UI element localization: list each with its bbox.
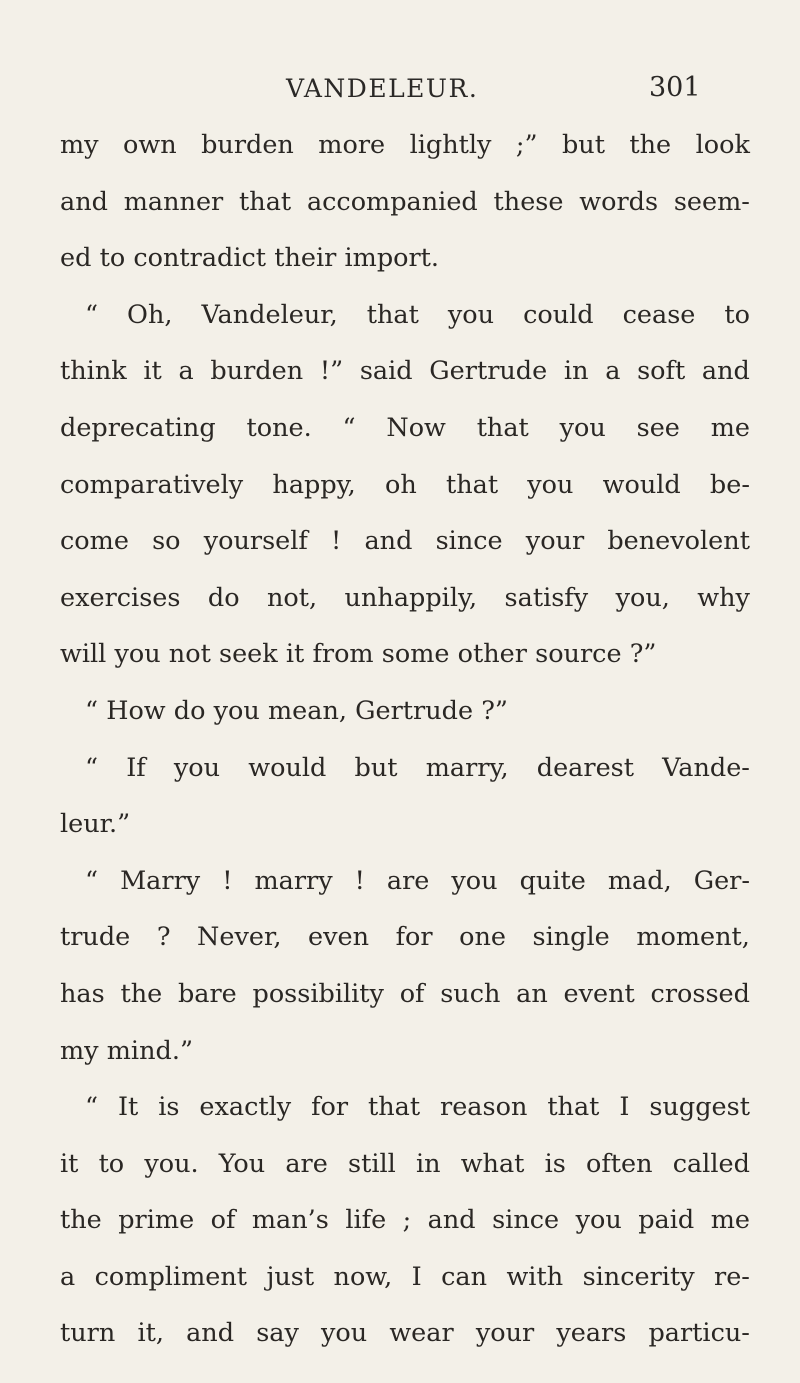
word: man’s bbox=[251, 1205, 329, 1236]
word: suggest bbox=[649, 1092, 750, 1123]
word: “ bbox=[85, 299, 99, 330]
text-line bbox=[60, 174, 750, 231]
text-line bbox=[60, 909, 750, 966]
word: to bbox=[724, 299, 750, 330]
word: re- bbox=[714, 1261, 750, 1292]
word: could bbox=[523, 299, 594, 330]
word: has bbox=[60, 978, 105, 1009]
text-line bbox=[60, 740, 750, 797]
text-line bbox=[60, 1079, 750, 1136]
word: particu- bbox=[648, 1318, 750, 1349]
word: can bbox=[441, 1261, 488, 1292]
word: trude bbox=[60, 922, 131, 953]
word: and bbox=[364, 526, 413, 557]
word: years bbox=[556, 1318, 627, 1349]
word: moment, bbox=[636, 922, 750, 953]
word: but bbox=[561, 130, 605, 160]
word: and bbox=[186, 1318, 235, 1349]
text-line bbox=[60, 117, 750, 174]
word: crossed bbox=[650, 978, 750, 1009]
word: one bbox=[459, 922, 506, 953]
word: ed bbox=[60, 243, 92, 274]
text-line bbox=[60, 570, 750, 627]
text-line bbox=[60, 513, 750, 570]
word: ? bbox=[156, 922, 171, 953]
word: just bbox=[266, 1261, 315, 1292]
text-line bbox=[60, 343, 750, 400]
word: paid bbox=[638, 1205, 695, 1236]
word: leur.” bbox=[60, 809, 131, 840]
word: mind.” bbox=[106, 1035, 193, 1066]
text-line bbox=[60, 626, 750, 683]
word: You bbox=[218, 1148, 266, 1179]
text-line bbox=[60, 230, 750, 287]
word: Vande- bbox=[662, 752, 750, 783]
word: it bbox=[60, 1148, 79, 1179]
word: dearest bbox=[536, 752, 634, 783]
word: mean, bbox=[267, 695, 347, 726]
word: is bbox=[158, 1092, 180, 1123]
word: “ bbox=[85, 865, 99, 896]
word: ! bbox=[222, 865, 233, 896]
word: “ bbox=[342, 412, 356, 443]
word: would bbox=[248, 752, 327, 783]
word: ?” bbox=[481, 695, 508, 726]
word: I bbox=[619, 1092, 630, 1123]
word: my bbox=[60, 130, 99, 160]
word: It bbox=[117, 1092, 139, 1123]
text-line bbox=[60, 1192, 750, 1249]
word: ! bbox=[354, 865, 365, 896]
word: Gertrude bbox=[355, 695, 474, 726]
word: comparatively bbox=[60, 469, 244, 500]
word: more bbox=[318, 130, 386, 160]
word: are bbox=[285, 1148, 328, 1179]
word: that bbox=[366, 299, 419, 330]
word: Ger- bbox=[693, 865, 750, 896]
word: you bbox=[559, 412, 606, 443]
word: marry bbox=[254, 865, 333, 896]
word: some bbox=[381, 639, 450, 670]
word: burden bbox=[210, 356, 304, 387]
word: Oh, bbox=[127, 299, 173, 330]
word: not, bbox=[266, 582, 318, 613]
word: now, bbox=[333, 1261, 393, 1292]
word: you. bbox=[144, 1148, 199, 1179]
word: not bbox=[168, 639, 211, 670]
word: so bbox=[152, 526, 181, 557]
word: that bbox=[476, 412, 529, 443]
word: import. bbox=[344, 243, 440, 274]
word: tone. bbox=[246, 412, 312, 443]
word: with bbox=[506, 1261, 564, 1292]
text-line bbox=[60, 683, 750, 740]
word: but bbox=[354, 752, 398, 783]
word: in bbox=[415, 1148, 441, 1179]
word: is bbox=[544, 1148, 566, 1179]
word: that bbox=[367, 1092, 421, 1123]
word: oh bbox=[384, 469, 417, 500]
word: it bbox=[143, 356, 162, 387]
word: since bbox=[435, 526, 503, 557]
word: happy, bbox=[272, 469, 356, 500]
word: deprecating bbox=[60, 412, 216, 443]
word: you bbox=[527, 469, 574, 500]
word: unhappily, bbox=[344, 582, 478, 613]
running-head: VANDELEUR. bbox=[286, 74, 479, 103]
word: life bbox=[345, 1205, 387, 1236]
text-line bbox=[60, 1249, 750, 1306]
word: a bbox=[60, 1261, 76, 1292]
text-line bbox=[60, 966, 750, 1023]
word: Now bbox=[386, 412, 446, 443]
word: contradict bbox=[133, 243, 267, 274]
word: in bbox=[563, 356, 589, 387]
word: accompanied bbox=[306, 186, 478, 217]
word: that bbox=[547, 1092, 600, 1123]
word: would bbox=[602, 469, 681, 500]
word: and bbox=[427, 1205, 476, 1236]
word: me bbox=[710, 1205, 750, 1236]
word: for bbox=[395, 922, 433, 953]
word: compliment bbox=[94, 1261, 248, 1292]
word: “ bbox=[85, 1092, 99, 1123]
word: since bbox=[492, 1205, 560, 1236]
word: an bbox=[516, 978, 548, 1009]
word: why bbox=[697, 582, 750, 613]
word: ! bbox=[331, 526, 342, 557]
word: prime bbox=[118, 1205, 195, 1236]
word: and bbox=[701, 356, 750, 387]
word: satisfy bbox=[504, 582, 589, 613]
word: you bbox=[447, 299, 495, 330]
word: seek bbox=[218, 639, 278, 670]
word: possibility bbox=[252, 978, 384, 1009]
word: “ bbox=[85, 752, 99, 783]
word: that bbox=[445, 469, 499, 500]
word: I bbox=[411, 1261, 422, 1292]
word: you bbox=[114, 639, 161, 670]
word: still bbox=[347, 1148, 396, 1179]
word: reason bbox=[440, 1092, 528, 1123]
word: you bbox=[173, 752, 221, 783]
word: the bbox=[629, 130, 672, 160]
word: look bbox=[695, 130, 750, 160]
word: to bbox=[98, 1148, 125, 1179]
word: come bbox=[60, 526, 129, 557]
word: a bbox=[605, 356, 621, 387]
body-text bbox=[60, 117, 750, 1362]
word: it, bbox=[137, 1318, 164, 1349]
word: own bbox=[123, 130, 177, 160]
word: cease bbox=[622, 299, 696, 330]
text-line bbox=[60, 853, 750, 910]
page-number: 301 bbox=[649, 72, 701, 103]
word: you bbox=[575, 1205, 622, 1236]
word: burden bbox=[201, 130, 294, 160]
word: it bbox=[285, 639, 305, 670]
word: you bbox=[213, 695, 260, 726]
word: that bbox=[239, 186, 292, 217]
word: even bbox=[308, 922, 370, 953]
word: ?” bbox=[629, 639, 657, 670]
word: these bbox=[493, 186, 564, 217]
word: a bbox=[178, 356, 194, 387]
word: say bbox=[256, 1318, 299, 1349]
word: my bbox=[60, 1035, 99, 1066]
word: be- bbox=[709, 469, 750, 500]
word: the bbox=[60, 1205, 102, 1236]
word: single bbox=[532, 922, 610, 953]
word: yourself bbox=[203, 526, 308, 557]
word: If bbox=[126, 752, 146, 783]
word: How bbox=[106, 695, 166, 726]
word: and bbox=[60, 186, 108, 217]
word: bare bbox=[177, 978, 237, 1009]
word: me bbox=[710, 412, 750, 443]
word: for bbox=[311, 1092, 349, 1123]
word: will bbox=[60, 639, 107, 670]
word: seem- bbox=[673, 186, 750, 217]
word: lightly bbox=[409, 130, 492, 160]
word: of bbox=[210, 1205, 236, 1236]
text-line bbox=[60, 1305, 750, 1362]
word: ; bbox=[402, 1205, 412, 1236]
word: to bbox=[99, 243, 126, 274]
word: marry, bbox=[425, 752, 509, 783]
word: “ bbox=[85, 695, 99, 726]
word: source bbox=[535, 639, 622, 670]
text-line bbox=[60, 457, 750, 514]
word: quite bbox=[519, 865, 586, 896]
word: from bbox=[312, 639, 374, 670]
text-line bbox=[60, 400, 750, 457]
text-line bbox=[60, 287, 750, 344]
word: exactly bbox=[199, 1092, 292, 1123]
word: called bbox=[672, 1148, 750, 1179]
text-line bbox=[60, 796, 750, 853]
word: turn bbox=[60, 1318, 116, 1349]
word: said bbox=[359, 356, 413, 387]
word: of bbox=[399, 978, 425, 1009]
word: Never, bbox=[197, 922, 282, 953]
word: manner bbox=[123, 186, 224, 217]
word: your bbox=[525, 526, 585, 557]
word: benevolent bbox=[607, 526, 750, 557]
word: you bbox=[321, 1318, 368, 1349]
word: such bbox=[440, 978, 501, 1009]
word: what bbox=[460, 1148, 525, 1179]
word: your bbox=[475, 1318, 535, 1349]
word: words bbox=[579, 186, 659, 217]
word: Marry bbox=[120, 865, 201, 896]
word: mad, bbox=[607, 865, 672, 896]
word: often bbox=[585, 1148, 653, 1179]
word: do bbox=[207, 582, 240, 613]
word: soft bbox=[637, 356, 686, 387]
word: are bbox=[386, 865, 430, 896]
word: event bbox=[563, 978, 635, 1009]
word: !” bbox=[319, 356, 344, 387]
word: you bbox=[451, 865, 498, 896]
text-line bbox=[60, 1136, 750, 1193]
word: think bbox=[60, 356, 127, 387]
word: you, bbox=[615, 582, 670, 613]
word: see bbox=[636, 412, 680, 443]
text-line bbox=[60, 1023, 750, 1080]
word: other bbox=[457, 639, 527, 670]
word: do bbox=[173, 695, 206, 726]
word: the bbox=[120, 978, 163, 1009]
word: exercises bbox=[60, 582, 181, 613]
word: their bbox=[274, 243, 337, 274]
word: ;” bbox=[515, 130, 538, 160]
word: sincerity bbox=[582, 1261, 695, 1292]
word: Vandeleur, bbox=[201, 299, 338, 330]
word: Gertrude bbox=[429, 356, 548, 387]
word: wear bbox=[389, 1318, 454, 1349]
